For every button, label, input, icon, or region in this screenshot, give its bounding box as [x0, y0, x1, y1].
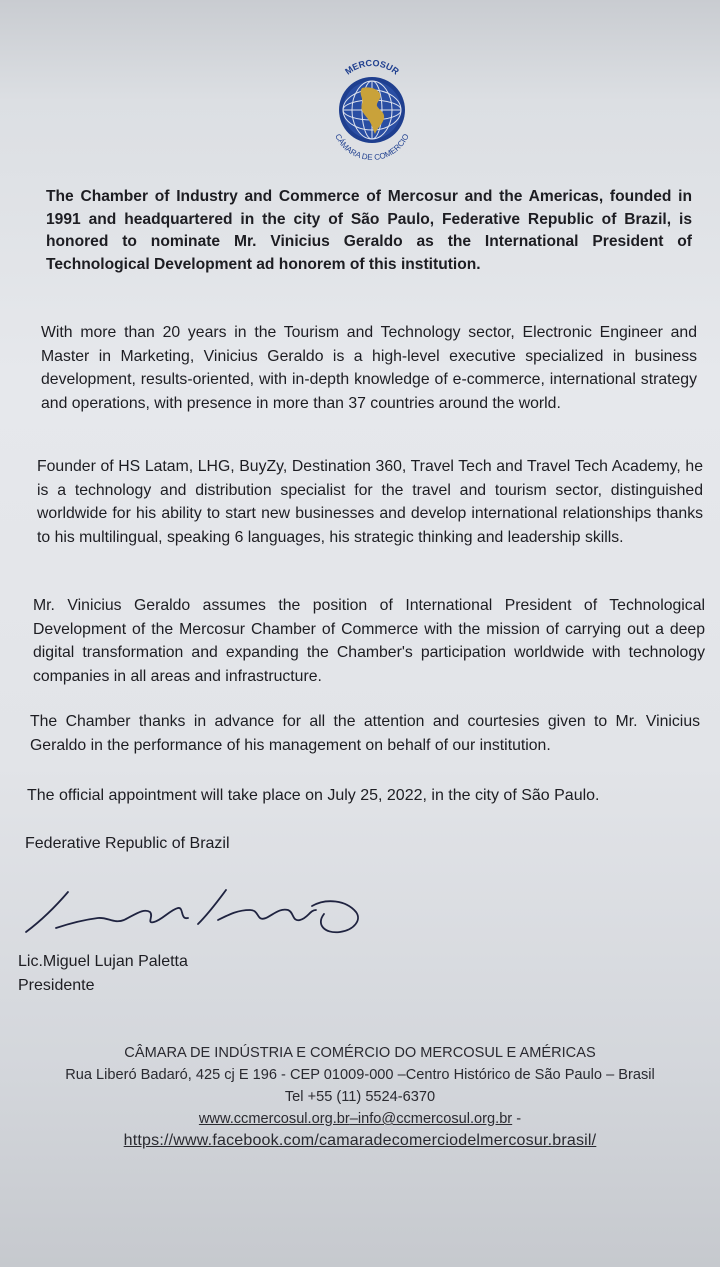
signer-title: Presidente [18, 977, 95, 994]
mercosur-seal-logo [322, 58, 422, 162]
footer-phone: Tel +55 (11) 5524-6370 [284, 1089, 436, 1105]
thanks-paragraph: The Chamber thanks in advance for all the attention and courtesies given to Mr. Vinicius Geraldo in the performance of his management on behalf of our institution. [30, 713, 700, 754]
signer-name: Lic.Miguel Lujan Paletta [18, 953, 188, 970]
position-paragraph: Mr. Vinicius Geraldo assumes the position of International President of Technological Development of the Mercosur Chamber of Commerce with the mission of carrying out a deep digital transformation and expanding the Chamber's participation worldwide with technology companies in all areas and infrastructure. [33, 597, 705, 685]
seal-top-text: MERCOSUR [343, 58, 401, 77]
letterhead-footer [30, 1042, 690, 1152]
footer-address: Rua Liberó Badaró, 425 cj E 196 - CEP 01009-000 –Centro Histórico de São Paulo – Brasil [65, 1067, 655, 1083]
footer-separator: - [512, 1111, 522, 1127]
facebook-link[interactable]: https://www.facebook.com/camaradecomerciodelmercosur.brasil/ [123, 1132, 597, 1149]
handwritten-signature [12, 880, 372, 950]
intro-paragraph: The Chamber of Industry and Commerce of Mercosur and the Americas, founded in 1991 and headquartered in the city of São Paulo, Federative Republic of Brazil, is honored to nominate Mr. Vinicius Geraldo as the International President of Technological Development ad honorem of this institution. [46, 188, 692, 273]
appointment-paragraph: The official appointment will take place on July 25, 2022, in the city of São Paulo. [27, 787, 600, 804]
email-link[interactable]: –info@ccmercosul.org.br [349, 1111, 513, 1127]
footer-organization: CÂMARA DE INDÚSTRIA E COMÉRCIO DO MERCOSUL E AMÉRICAS [124, 1045, 596, 1061]
place-line: Federative Republic of Brazil [25, 835, 230, 852]
seal-bottom-text: CÁMARA DE COMERCIO [333, 132, 411, 162]
website-link[interactable]: www.ccmercosul.org.br [198, 1111, 350, 1127]
experience-paragraph: With more than 20 years in the Tourism and Technology sector, Electronic Engineer and Master in Marketing, Vinicius Geraldo is a high-level executive specialized in business development, results-oriented, with in-depth knowledge of e-commerce, international strategy and operations, with presence in more than 37 countries around the world. [41, 324, 697, 412]
svg-text:MERCOSUR [343, 58, 401, 77]
founder-paragraph: Founder of HS Latam, LHG, BuyZy, Destination 360, Travel Tech and Travel Tech Academy, he is a technology and distribution specialist for the travel and tourism sector, distinguished worldwide for his ability to start new businesses and develop international relationships thanks to his multilingual, speaking 6 languages, his strategic thinking and leadership skills. [37, 458, 703, 546]
